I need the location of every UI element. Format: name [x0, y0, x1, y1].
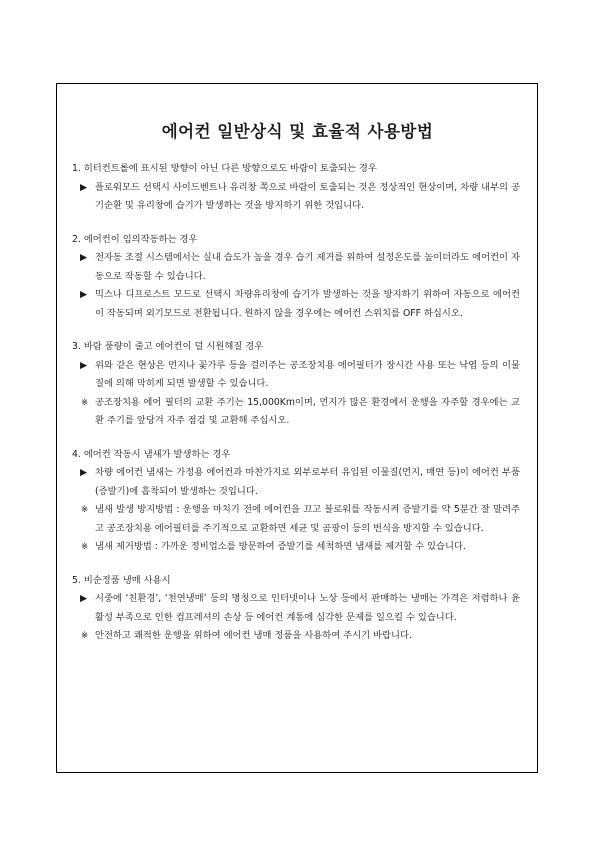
reference-mark-icon: ※: [81, 542, 89, 552]
section-heading: 3. 바람 풍량이 줄고 에어컨이 덜 시원해질 경우: [72, 341, 264, 352]
item-text: 전자동 조절 시스템에서는 실내 습도가 높을 경우 습기 제거를 위하여 설정온도를 높이더라도 에어컨이 자동으로 작동할 수 있습니다.: [95, 252, 520, 282]
section-4: [72, 446, 520, 557]
section-2: [72, 231, 520, 324]
document-title: 에어컨 일반상식 및 효율적 사용방법: [161, 122, 434, 141]
triangle-bullet-icon: ▶: [80, 289, 88, 300]
bullet-item: [72, 464, 520, 501]
item-text: 안전하고 쾌적한 운행을 위하여 에어컨 냉매 정품을 사용하여 주시기 바랍니다.: [95, 630, 412, 641]
triangle-bullet-icon: ▶: [80, 252, 88, 263]
note-item: [72, 501, 520, 538]
section-heading: 2. 에어컨이 임의작동하는 경우: [72, 233, 198, 245]
section-3: [72, 338, 520, 431]
note-item: [72, 394, 520, 431]
section-5: [72, 572, 520, 646]
section-heading: 5. 비순정품 냉매 사용시: [72, 574, 171, 586]
section-heading: 4. 에어컨 작동시 냄새가 발생하는 경우: [72, 448, 231, 460]
section-1: [72, 160, 520, 216]
reference-mark-icon: ※: [81, 397, 89, 408]
triangle-bullet-icon: ▶: [80, 467, 88, 478]
reference-mark-icon: ※: [81, 631, 89, 641]
bullet-item: [72, 357, 520, 394]
note-item: [72, 627, 520, 646]
item-text: 공조장치용 에어 필터의 교환 주기는 15,000Km이며, 먼지가 많은 환경에서 운행을 자주할 경우에는 교환 주기를 앞당겨 자주 점검 및 교환해 주십시오.: [95, 396, 520, 426]
triangle-bullet-icon: ▶: [80, 181, 88, 193]
item-text: 플로워모드 선택시 사이드벤트나 유리창 쪽으로 바람이 토출되는 것은 정상적인 현상이며, 차량 내부의 공기순환 및 유리창에 습기가 발생하는 것을 방지하기 위한 것입니다.: [95, 181, 520, 211]
bullet-item: [72, 590, 520, 627]
item-text: 냄새 제거방법 : 가까운 정비업소를 방문하여 증발기를 세척하면 냄새를 제거할 수 있습니다.: [95, 541, 466, 552]
bullet-item: [72, 179, 520, 216]
item-text: 시중에 ‘친환경’, ‘천연냉매’ 등의 명칭으로 인터넷이나 노상 등에서 판매하는 냉매는 가격은 저렴하나 윤활성 부족으로 인한 컴프레셔의 손상 등 에어컨 계통에 심각한 문제를 일으킬 수 있습니다.: [95, 593, 520, 623]
item-text: 차량 에어컨 냄새는 가정용 에어컨과 마찬가지로 외부로부터 유입된 이물질(먼지, 매연 등)이 에어컨 부품(증발기)에 흡착되어 발생하는 것입니다.: [95, 467, 520, 497]
triangle-bullet-icon: ▶: [80, 593, 88, 604]
triangle-bullet-icon: ▶: [80, 359, 88, 371]
bullet-item: [72, 286, 520, 323]
item-text: 냄새 발생 방지방법 : 운행을 마치기 전에 에어컨을 끄고 블로워를 작동시켜 증발기를 약 5분간 잘 말려주고 공조장치용 에어필터를 주기적으로 교환하면 세균 및 곰팡이 등의 번식을 방지할 수 있습니다.: [95, 504, 520, 534]
document-body: [72, 160, 520, 661]
note-item: [72, 538, 520, 557]
section-heading: 1. 히터컨트롤에 표시된 방향이 아닌 다른 방향으로도 바람이 토출되는 경우: [72, 163, 377, 174]
item-text: 위와 같은 현상은 먼지나 꽃가루 등을 걸러주는 공조장치용 에어필터가 장시간 사용 또는 낙엽 등의 이물질에 의해 막히게 되면 발생할 수 있습니다.: [95, 359, 520, 389]
reference-mark-icon: ※: [81, 505, 89, 515]
item-text: 믹스나 디프로스트 모드로 선택시 차량유리창에 습기가 발생하는 것을 방지하기 위하여 자동으로 에어컨이 작동되며 외기모드로 전환됩니다. 원하지 않을 경우에는 에어컨 스위치를 OFF 하십시오.: [95, 289, 520, 319]
bullet-item: [72, 249, 520, 286]
